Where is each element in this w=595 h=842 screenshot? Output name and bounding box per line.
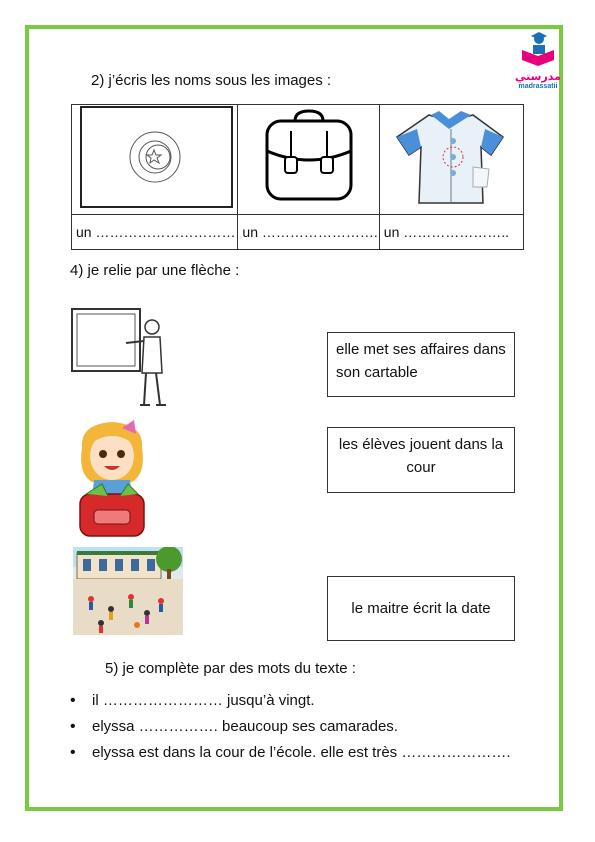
logo-latin-text: madrassatii bbox=[518, 83, 558, 90]
section-2-title: 2) j’écris les noms sous les images : bbox=[91, 72, 332, 89]
flag-answer: un ………………………… bbox=[72, 215, 238, 250]
phrase-1: elle met ses affaires dans son cartable bbox=[336, 341, 506, 381]
logo-arabic-text: مدرستي bbox=[515, 70, 561, 83]
section-5-title: 5) je complète par des mots du texte : bbox=[105, 660, 356, 677]
names-table bbox=[71, 104, 524, 250]
teacher-at-blackboard-image bbox=[70, 303, 182, 411]
logo-icon bbox=[518, 32, 558, 66]
phrase-box-3[interactable] bbox=[327, 576, 515, 641]
section-4-title: 4) je relie par une flèche : bbox=[70, 262, 240, 279]
schoolyard-image bbox=[73, 547, 183, 635]
shirt-answer: un ………………….. bbox=[379, 215, 523, 250]
flag-cell bbox=[72, 105, 238, 215]
list-item: • elyssa ……………. beaucoup ses camarades. bbox=[70, 714, 511, 740]
phrase-box-2[interactable] bbox=[327, 427, 515, 493]
shirt-cell bbox=[379, 105, 523, 215]
completion-list bbox=[70, 688, 511, 766]
tunisian-flag-icon bbox=[76, 105, 234, 209]
list-item: • il …………………… jusqu’à vingt. bbox=[70, 688, 511, 714]
phrase-box-1[interactable] bbox=[327, 332, 515, 397]
bag-answer: un ……………………. bbox=[238, 215, 379, 250]
bag-cell bbox=[238, 105, 379, 215]
girl-with-bag-image bbox=[72, 418, 152, 542]
madrassatii-logo bbox=[515, 32, 561, 96]
list-item: • elyssa est dans la cour de l’école. elle est très …………………. bbox=[70, 740, 511, 766]
phrase-2: les élèves jouent dans la cour bbox=[338, 436, 504, 476]
phrase-3: le maitre écrit la date bbox=[351, 600, 491, 617]
school-bag-icon bbox=[257, 107, 361, 207]
school-shirt-icon bbox=[391, 107, 511, 207]
